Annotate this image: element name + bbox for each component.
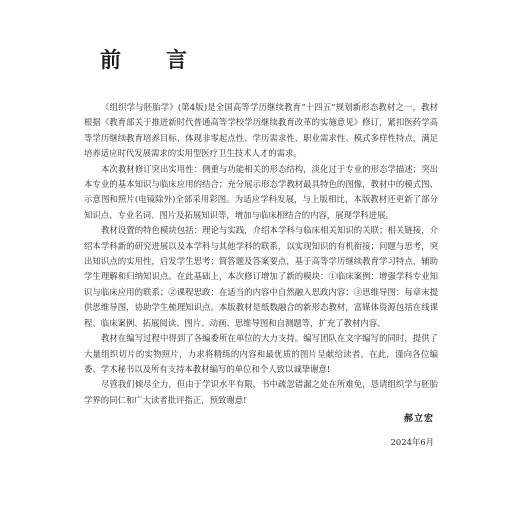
preface-date: 2024年6月 [390,437,434,447]
page-title: 前 言 [100,48,199,72]
preface-paragraph: 教材在编写过程中得到了各编委所在单位的大力支持。编写团队在文字编写的同时，提供了大量组织切片的实物照片，力求将精练的内容和最优质的图片呈献给读者。在此，谨向各位编委、学术秘书以及所有支持本教材编写的单位和个人致以诚挚谢意! [84,333,438,374]
preface-paragraph: 尽管我们倾尽全力，但由于学识水平有限，书中疏忽错漏之处在所难免，恳请组织学与胚胎学界的同仁和广大读者批评指正，预致谢意! [84,379,438,405]
preface-paragraph: 教材设置的特色模块包括：理论与实践，介绍本学科与临床相关知识的关联；相关链接，介绍本学科新的研究进展以及本学科与其他学科的联系，以实现知识的有机衔接；问题与思考，突出知识点的实用性，启发学生思考；简答题及答案要点，基于高等学历继续教育学习特点，辅助学生理解和归纳知识点。在此基础上，本次修订增加了新的模块：①临床案例：增强学科专业知识与临床应用的联系；②课程思政：在适当的内容中自然融入思政内容；③思维导图：每章末提供思维导图，协助学生梳理知识点。本版教材是纸数融合的新形态教材，富媒体资源包括在线课程、临床案例、拓展阅读、图片、动画、思维导图和自测题等，扩充了教材内容。 [84,225,438,328]
author-signature: 郝立宏 [403,414,434,424]
preface-paragraph: 《组织学与胚胎学》(第4版)是全国高等学历继续教育“十四五”规划新形态教材之一，教材根据《教育部关于推进新时代普通高等学校学历继续教育改革的实施意见》修订，紧扣医药学高等学历继续教育培养目标、体现非零起点性、学历需求性、职业需求性、模式多样性特点，满足培养适应时代发展需求的实用型医疗卫生技术人才的需求。 [84,102,438,159]
preface-paragraph: 本次教材修订突出实用性：侧重与功能相关的形态结构，淡化过于专业的形态学描述；突出本专业的基本知识与临床应用的结合；充分展示形态学教材最具特色的图像，教材中的模式图、示意图和照片(电镜除外)全部采用彩图。为适应学科发展，与上版相比，本版教材还更新了部分知识点、专业名词、图片及拓展知识等，增加与临床相结合的内容，展现学科进展。 [84,163,438,220]
preface-body [84,100,438,408]
